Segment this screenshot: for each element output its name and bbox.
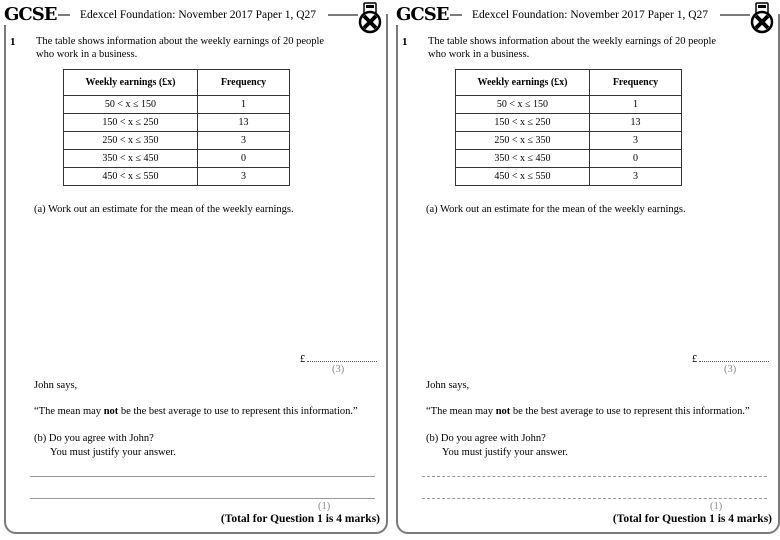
frequency-cell: 3 [590, 168, 682, 186]
answer-line[interactable] [307, 351, 377, 362]
answer-writing-line[interactable] [422, 498, 767, 499]
table-row [456, 114, 682, 132]
gcse-brand: GCSE [396, 4, 449, 25]
john-quote [426, 406, 750, 417]
earnings-table [455, 69, 682, 186]
intro-line: who work in a business. [428, 49, 530, 60]
range-cell: 350 < x ≤ 450 [64, 150, 198, 168]
marks-a: (3) [724, 364, 737, 375]
part-b-line: (b) Do you agree with John? [34, 433, 154, 444]
earnings-table [63, 69, 290, 186]
table-row [64, 114, 290, 132]
gcse-brand: GCSE [4, 4, 57, 25]
range-cell: 250 < x ≤ 350 [64, 132, 198, 150]
currency-symbol: £ [692, 354, 698, 365]
quote-text: “The mean may [426, 406, 496, 417]
part-a-question: (a) Work out an estimate for the mean of the weekly earnings. [426, 204, 686, 215]
question-number: 1 [10, 36, 16, 48]
worksheet-right [392, 0, 780, 540]
frequency-cell: 1 [198, 96, 290, 114]
intro-line: who work in a business. [36, 49, 138, 60]
quote-text: be the best average to use to represent this information.” [510, 406, 750, 417]
intro-line: The table shows information about the weekly earnings of 20 people [428, 36, 717, 47]
paper-header: Edexcel Foundation: November 2017 Paper 1, Q27 [468, 9, 712, 21]
quote-emphasis: not [103, 406, 119, 417]
part-a-answer[interactable] [300, 351, 377, 365]
table-row [456, 150, 682, 168]
frequency-cell: 13 [198, 114, 290, 132]
table-row [456, 132, 682, 150]
quote-emphasis: not [495, 406, 511, 417]
part-a-answer[interactable] [692, 351, 769, 365]
frame-top-segment [720, 14, 750, 16]
column-header: Frequency [198, 70, 290, 96]
range-cell: 350 < x ≤ 450 [456, 150, 590, 168]
quote-text: “The mean may [34, 406, 104, 417]
part-b-line: (b) Do you agree with John? [426, 433, 546, 444]
worksheet-left [0, 0, 388, 540]
part-a-question: (a) Work out an estimate for the mean of the weekly earnings. [34, 204, 294, 215]
frequency-cell: 13 [590, 114, 682, 132]
range-cell: 250 < x ≤ 350 [456, 132, 590, 150]
question-intro [36, 35, 356, 61]
column-header: Frequency [590, 70, 682, 96]
marks-b: (1) [710, 501, 723, 512]
answer-writing-line[interactable] [30, 476, 375, 477]
column-header: Weekly earnings (£x) [456, 70, 590, 96]
range-cell: 450 < x ≤ 550 [456, 168, 590, 186]
currency-symbol: £ [300, 354, 306, 365]
frequency-cell: 3 [198, 132, 290, 150]
frame-top-segment [328, 14, 358, 16]
table-row [64, 96, 290, 114]
table-row [64, 132, 290, 150]
marks-a: (3) [332, 364, 345, 375]
frequency-cell: 3 [198, 168, 290, 186]
calculator-not-allowed-icon [357, 2, 383, 34]
answer-writing-line[interactable] [30, 498, 375, 499]
range-cell: 50 < x ≤ 150 [64, 96, 198, 114]
frequency-cell: 3 [590, 132, 682, 150]
range-cell: 150 < x ≤ 250 [64, 114, 198, 132]
range-cell: 50 < x ≤ 150 [456, 96, 590, 114]
frequency-cell: 1 [590, 96, 682, 114]
paper-header: Edexcel Foundation: November 2017 Paper 1, Q27 [76, 9, 320, 21]
table-header-row [64, 70, 290, 96]
part-b-line: You must justify your answer. [50, 447, 176, 458]
question-total: (Total for Question 1 is 4 marks) [220, 513, 380, 525]
answer-writing-line[interactable] [422, 476, 767, 477]
range-cell: 150 < x ≤ 250 [456, 114, 590, 132]
intro-line: The table shows information about the weekly earnings of 20 people [36, 36, 325, 47]
quote-text: be the best average to use to represent this information.” [118, 406, 358, 417]
part-b-question [426, 432, 568, 460]
question-number: 1 [402, 36, 408, 48]
john-says: John says, [426, 380, 470, 391]
frequency-cell: 0 [198, 150, 290, 168]
table-row [64, 168, 290, 186]
john-says: John says, [34, 380, 78, 391]
table-row [64, 150, 290, 168]
frequency-cell: 0 [590, 150, 682, 168]
range-cell: 450 < x ≤ 550 [64, 168, 198, 186]
marks-b: (1) [318, 501, 331, 512]
answer-line[interactable] [699, 351, 769, 362]
part-b-line: You must justify your answer. [442, 447, 568, 458]
table-row [456, 96, 682, 114]
table-header-row [456, 70, 682, 96]
john-quote [34, 406, 358, 417]
column-header: Weekly earnings (£x) [64, 70, 198, 96]
part-b-question [34, 432, 176, 460]
question-intro [428, 35, 748, 61]
table-row [456, 168, 682, 186]
question-total: (Total for Question 1 is 4 marks) [612, 513, 772, 525]
calculator-not-allowed-icon [749, 2, 775, 34]
